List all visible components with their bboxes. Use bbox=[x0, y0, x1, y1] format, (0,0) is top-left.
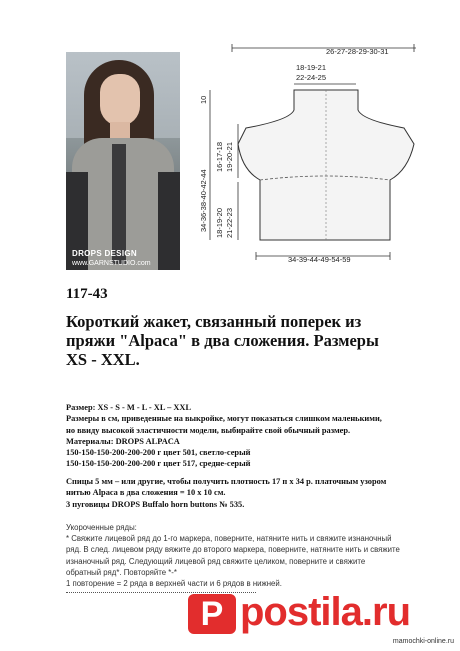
pattern-code: 117-43 bbox=[66, 286, 108, 302]
needles-line: нитью Alpaca в два сложения = 10 х 10 см. bbox=[66, 488, 226, 498]
needles-line: 3 пуговицы DROPS Buffalo horn buttons № 535. bbox=[66, 499, 245, 509]
label-yoke-height-2: 19-20-21 bbox=[225, 141, 234, 172]
sizes-line: Материалы: DROPS ALPACA bbox=[66, 436, 180, 446]
abbreviations-block bbox=[66, 522, 400, 589]
label-yoke-height-1: 16-17-18 bbox=[215, 141, 224, 172]
postila-wordmark: postila.ru bbox=[240, 590, 411, 634]
garment-outline bbox=[238, 90, 414, 240]
sizes-materials-block bbox=[66, 402, 382, 470]
label-neck-width-2: 22-24-25 bbox=[296, 73, 327, 82]
label-total-height: 34-36-38-40-42-44 bbox=[199, 169, 208, 232]
model-photo bbox=[66, 52, 180, 270]
postila-watermark bbox=[188, 590, 460, 642]
sizes-line: 150-150-150-200-200-200 г цвет 501, светло-серый bbox=[66, 448, 251, 458]
photo-model-face bbox=[100, 74, 140, 126]
sizes-line: но ввиду высокой эластичности модели, выбирайте свой обычный размер. bbox=[66, 425, 351, 435]
title-line: XS - XXL. bbox=[66, 350, 140, 369]
label-collar-height: 10 bbox=[199, 95, 208, 104]
label-body-height-2: 21-22-23 bbox=[225, 207, 234, 238]
page-title bbox=[66, 312, 436, 369]
schematic-diagram bbox=[186, 40, 416, 270]
abbreviation-line: обратный ряд*. Повторяйте *-* bbox=[66, 567, 177, 577]
sizes-line: Размер: XS - S - M - L - XL – XXL bbox=[66, 403, 192, 412]
abbreviation-line: Укороченные ряды: bbox=[66, 523, 137, 532]
photo-right-sleeve bbox=[158, 172, 180, 270]
label-neck-width-1: 18-19-21 bbox=[296, 63, 327, 72]
title-line: пряжи "Alpaca" в два сложения. Размеры bbox=[66, 331, 379, 350]
label-top-width: 26-27-28-29-30-31 bbox=[326, 47, 389, 56]
footer-url: mamochki-online.ru bbox=[392, 638, 454, 645]
postila-logo-icon: P bbox=[188, 594, 236, 634]
photo-brand-label: DROPS DESIGN bbox=[72, 249, 137, 258]
abbreviation-line: ряд. В след. лицевом ряду вяжите до второго маркера, поверните, натяните нить и свяжите bbox=[66, 545, 400, 555]
label-bottom-width: 34-39-44-49-54-59 bbox=[288, 255, 351, 264]
label-body-height-1: 18-19-20 bbox=[215, 207, 224, 238]
sizes-line: 150-150-150-200-200-200 г цвет 517, средне-серый bbox=[66, 459, 251, 469]
photo-shirt bbox=[112, 144, 126, 264]
photo-brand-url: www.GARNSTUDIO.com bbox=[72, 260, 151, 267]
abbreviation-line: * Свяжите лицевой ряд до 1-го маркера, поверните, натяните нить и свяжите изнаночный bbox=[66, 534, 392, 544]
abbreviation-line: изнаночный ряд. Следующий лицевой ряд свяжите целиком, поверните и свяжите bbox=[66, 556, 366, 566]
needles-gauge-block bbox=[66, 476, 386, 510]
abbreviation-line: 1 повторение = 2 ряда в верхней части и 6 рядов в нижней. bbox=[66, 579, 282, 589]
needles-line: Спицы 5 мм – или другие, чтобы получить плотность 17 п х 34 р. платочным узором bbox=[66, 477, 387, 486]
sizes-line: Размеры в см, приведенные на выкройке, могут показаться слишком маленькими, bbox=[66, 414, 382, 424]
title-line: Короткий жакет, связанный поперек из bbox=[66, 312, 362, 331]
